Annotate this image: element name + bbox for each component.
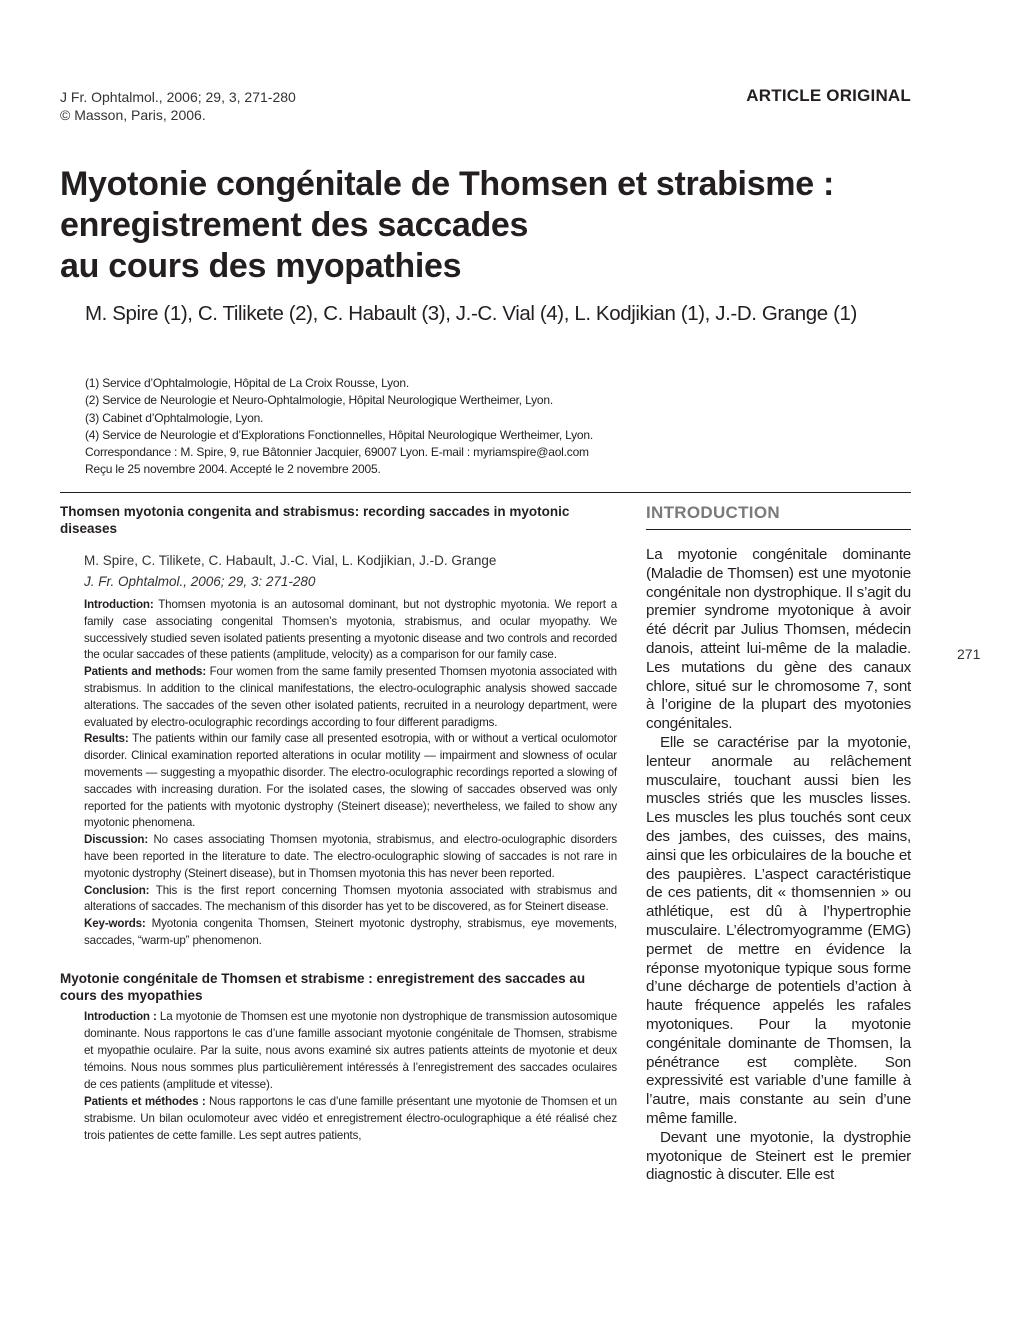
resume-methods — [84, 1093, 617, 1144]
introduction-paragraph-3: Devant une myotonie, la dystrophie myotonique de Steinert est le premier diagnostic à discuter. Elle est — [646, 1128, 911, 1184]
affiliations — [85, 375, 593, 479]
copyright-line: © Masson, Paris, 2006. — [60, 107, 206, 123]
abstract-methods-label: Patients and methods: — [84, 665, 207, 679]
abstract-conclusion — [84, 883, 617, 917]
abstract-keywords-text: Myotonia congenita Thomsen, Steinert myotonic dystrophy, strabismus, eye movements, saccades, “warm-up” phenomenon. — [84, 917, 617, 947]
introduction-paragraph-2: Elle se caractérise par la myotonie, lenteur anormale au relâchement musculaire, touchant aussi bien les muscles striés que les muscles lisses. Les muscles les plus touchés sont ceux des jambes, des cuisses, des mains, ainsi que les orbiculaires de la bouche et des paupières. L’aspect caractéristique de ces patients, dit « thomsennien » ou athlétique, est dû à l’hypertrophie musculaire. L’électromyogramme (EMG) permet de mettre en évidence la réponse myotonique typique sous forme d’une décharge de potentiels d’action à haute fréquence appelés les rafales myotoniques. Pour la myotonie congénitale dominante de Thomsen, la pénétrance est complète. Son expressivité est variable d’une famille à l’autre, mais constante au sein d’une même famille. — [646, 733, 911, 1127]
abstract-discussion-text: No cases associating Thomsen myotonia, strabismus, and electro-oculographic disorders have been reported in the literature to date. The electro-oculographic slowing of saccades is not rare in myotonic dystrophy (Steinert disease), but in Thomsen myotonia this has never been reported. — [84, 833, 617, 880]
correspondence: Correspondance : M. Spire, 9, rue Bâtonnier Jacquier, 69007 Lyon. E-mail : myriamspire@aol.com — [85, 445, 589, 460]
introduction-body — [646, 546, 911, 1185]
abstract-introduction-text: Thomsen myotonia is an autosomal dominant, but not dystrophic myotonia. We report a family case associating congenital Thomsen’s myotonia, strabismus, and ocular myopathy. We successively studied seven isolated patients presenting a myotonic disease and two controls and recorded the ocular saccades of these patients (amplitude, velocity) as a comparison for our family case. — [84, 598, 617, 662]
affiliation-2: (2) Service de Neurologie et Neuro-Ophtalmologie, Hôpital Neurologique Wertheimer, Lyon. — [85, 393, 553, 408]
resume-methods-text: Nous rapportons le cas d’une famille présentant une myotonie de Thomsen et un strabisme. Un bilan oculomoteur avec vidéo et enregistrement électro-oculographique a été réalisé chez trois patientes de cette famille. Les sept autres patients, — [84, 1094, 617, 1142]
title-line-2: enregistrement des saccades — [60, 206, 529, 244]
affiliation-4: (4) Service de Neurologie et d’Explorations Fonctionnelles, Hôpital Neurologique Wertheimer, Lyon. — [85, 427, 594, 442]
introduction-column — [646, 503, 911, 1185]
abstract-discussion — [84, 832, 617, 882]
french-abstract-body — [84, 1008, 617, 1144]
author-list: M. Spire (1), C. Tilikete (2), C. Habault (3), J.-C. Vial (4), L. Kodjikian (1), J.-D. Grange (1) — [85, 302, 857, 325]
abstract-column — [60, 503, 617, 1144]
affiliation-3: (3) Cabinet d’Ophtalmologie, Lyon. — [85, 410, 264, 425]
abstract-methods — [84, 664, 617, 731]
abstract-results — [84, 731, 617, 832]
abstract-results-label: Results: — [84, 732, 129, 746]
title-line-1: Myotonie congénitale de Thomsen et strabisme : — [60, 165, 835, 203]
article-type-label: ARTICLE ORIGINAL — [746, 86, 911, 105]
section-divider — [60, 492, 911, 493]
french-abstract-title: Myotonie congénitale de Thomsen et strabisme : enregistrement des saccades au cours des myopathies — [60, 970, 586, 1003]
english-abstract-body — [84, 597, 617, 950]
abstract-keywords — [84, 916, 617, 950]
resume-methods-label: Patients et méthodes : — [84, 1094, 206, 1108]
abstract-discussion-label: Discussion: — [84, 833, 149, 847]
abstract-results-text: The patients within our family case all presented esotropia, with or without a vertical oculomotor disorder. Clinical examination reported alterations in ocular motility — impairment and slowness of ocular movements — suggesting a myopathic disorder. The electro-oculographic recordings reported a slowing of saccades with increasing duration. For the isolated cases, the slowing of saccades observed was only reported for the patients with myotonic dystrophy (Steinert disease); nevertheless, we failed to show any myotonic phenomena. — [84, 732, 617, 830]
resume-introduction — [84, 1008, 617, 1093]
introduction-paragraph-1: La myotonie congénitale dominante (Maladie de Thomsen) est une myotonie congénitale non dystrophique. Il s’agit du premier syndrome myotonique à avoir été décrit par Julius Thomsen, médecin danois, atteint lui-même de la maladie. Les mutations du gène des canaux chlore, situé sur le chromosome 7, sont à l’origine de la plupart des myotonies congénitales. — [646, 546, 911, 733]
journal-line: J Fr. Ophtalmol., 2006; 29, 3, 271-280 — [60, 89, 296, 105]
abstract-keywords-label: Key-words: — [84, 917, 146, 931]
abstract-conclusion-label: Conclusion: — [84, 883, 150, 897]
page-number: 271 — [957, 646, 981, 662]
received-accepted: Reçu le 25 novembre 2004. Accepté le 2 novembre 2005. — [85, 462, 381, 477]
article-title — [60, 164, 940, 287]
abstract-conclusion-text: This is the first report concerning Thomsen myotonia associated with strabismus and alterations of saccades. The mechanism of this disorder has yet to be discovered, as for Steinert disease. — [84, 883, 617, 914]
abstract-introduction — [84, 597, 617, 664]
abstract-methods-text: Four women from the same family presented Thomsen myotonia associated with strabismus. In addition to the clinical manifestations, the electro-oculographic analysis showed saccade alterations. The saccades of the seven other isolated patients, recruited in a neurology department, were evaluated by electro-oculographic recordings according to four different paradigms. — [84, 665, 617, 729]
english-abstract-title: Thomsen myotonia congenita and strabismus: recording saccades in myotonic diseases — [60, 504, 570, 536]
english-abstract-citation: J. Fr. Ophtalmol., 2006; 29, 3: 271-280 — [84, 574, 316, 589]
resume-introduction-text: La myotonie de Thomsen est une myotonie non dystrophique de transmission autosomique dominante. Nous rapportons le cas d’une famille associant myotonie congénitale de Thomsen, strabisme et myopathie oculaire. Par la suite, nous avons examiné six autres patients atteints de myotonie et deux témoins. Nous nous sommes plus particulièrement intéressés à l’enregistrement des saccades oculaires de ces patients (amplitude et vitesse). — [84, 1009, 618, 1091]
abstract-introduction-label: Introduction: — [84, 598, 154, 611]
english-abstract-authors: M. Spire, C. Tilikete, C. Habault, J.-C. Vial, L. Kodjikian, J.-D. Grange — [84, 553, 497, 568]
journal-reference — [60, 88, 296, 124]
resume-introduction-label: Introduction : — [84, 1009, 157, 1023]
title-line-3: au cours des myopathies — [60, 247, 462, 285]
affiliation-1: (1) Service d’Ophtalmologie, Hôpital de La Croix Rousse, Lyon. — [85, 376, 409, 390]
introduction-heading: INTRODUCTION — [646, 503, 911, 530]
